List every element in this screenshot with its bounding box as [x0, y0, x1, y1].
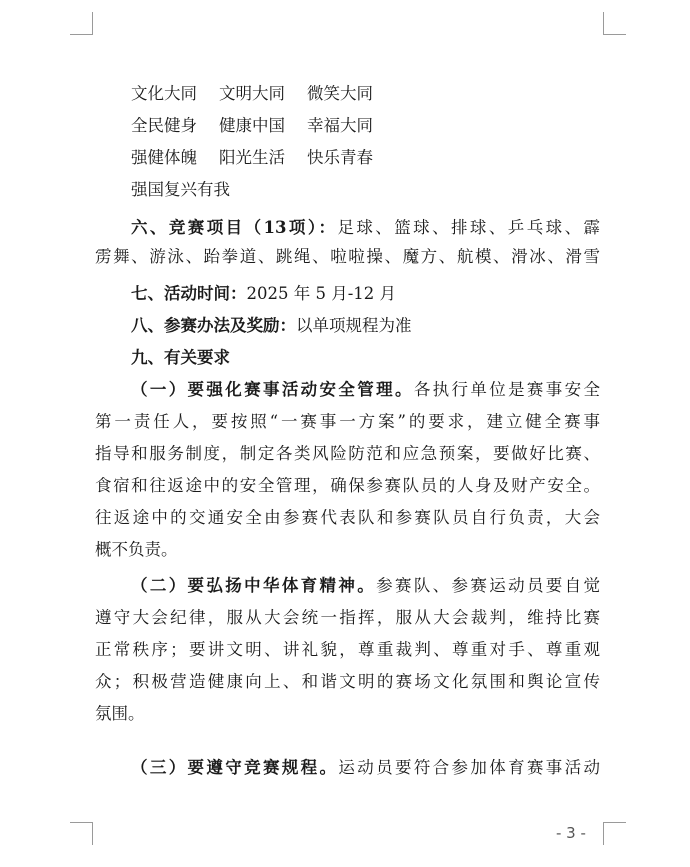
- slogan-text: 强国复兴有我: [131, 180, 230, 199]
- slogan-text: 幸福大同: [307, 116, 373, 135]
- crop-mark-top-left: [70, 12, 93, 35]
- section8-line: [95, 316, 636, 336]
- section6-title: 六、竞赛项目（13项）：: [131, 218, 338, 237]
- item1-line2: 第一责任人，要按照“一赛事一方案”的要求，建立健全赛事: [95, 412, 600, 431]
- section6-line1: [95, 218, 600, 238]
- item2-line5: 氛围。: [95, 704, 145, 723]
- item1-line6: 概不负责。: [95, 540, 178, 559]
- item3-text: 运动员要符合参加体育赛事活动: [338, 758, 601, 777]
- page-number: - 3 -: [556, 824, 586, 842]
- item1-line5: 往返途中的交通安全由参赛代表队和参赛队员自行负责，大会: [95, 508, 600, 527]
- slogan-text: 文化大同: [131, 84, 197, 103]
- slogan-line-2: [95, 116, 636, 136]
- item1-line4: 食宿和往返途中的安全管理，确保参赛队员的人身及财产安全。: [95, 476, 600, 495]
- slogan-line-4: [95, 180, 636, 200]
- slogan-text: 文明大同: [219, 84, 285, 103]
- item3-line1: [95, 758, 600, 778]
- slogan-line-3: [95, 148, 636, 168]
- item1-line3: 指导和服务制度，制定各类风险防范和应急预案，要做好比赛、: [95, 444, 600, 463]
- crop-mark-bottom-right: [603, 822, 626, 845]
- section6-line2: 雳舞、游泳、跆拳道、跳绳、啦啦操、魔方、航模、滑冰、滑雪: [95, 247, 600, 266]
- item2-line3: 正常秩序；要讲文明、讲礼貌，尊重裁判、尊重对手、尊重观: [95, 640, 600, 659]
- slogan-text: 全民健身: [131, 116, 197, 135]
- item3-heading: （三）要遵守竞赛规程。: [131, 758, 339, 777]
- item2-heading: （二）要弘扬中华体育精神。: [131, 576, 377, 595]
- slogan-text: 微笑大同: [307, 84, 373, 103]
- section9-title: 九、有关要求: [131, 348, 230, 367]
- crop-mark-top-right: [603, 12, 626, 35]
- slogan-text: 强健体魄: [131, 148, 197, 167]
- crop-mark-bottom-left: [70, 822, 93, 845]
- section8-title: 八、参赛办法及奖励：: [131, 316, 296, 335]
- slogan-text: 健康中国: [219, 116, 285, 135]
- item2-line2: 遵守大会纪律，服从大会统一指挥，服从大会裁判，维持比赛: [95, 608, 600, 627]
- section8-value: 以单项规程为准: [296, 316, 412, 335]
- item1-heading: （一）要强化赛事活动安全管理。: [131, 380, 414, 399]
- item1-text: 各执行单位是赛事安全: [413, 380, 601, 399]
- item1-line1: [95, 380, 600, 400]
- section7-value: 2025 年 5 月-12 月: [246, 284, 397, 303]
- section7-title: 七、活动时间：: [131, 284, 247, 303]
- slogan-line-1: [95, 84, 636, 104]
- section7-line: [95, 284, 636, 304]
- item2-text: 参赛队、参赛运动员要自觉: [376, 576, 601, 595]
- section6-text: 足球、篮球、排球、乒乓球、霹: [337, 218, 601, 237]
- item2-line1: [95, 576, 600, 596]
- slogan-text: 阳光生活: [219, 148, 285, 167]
- item2-line4: 众；积极营造健康向上、和谐文明的赛场文化氛围和舆论宣传: [95, 672, 600, 691]
- slogan-text: 快乐青春: [307, 148, 373, 167]
